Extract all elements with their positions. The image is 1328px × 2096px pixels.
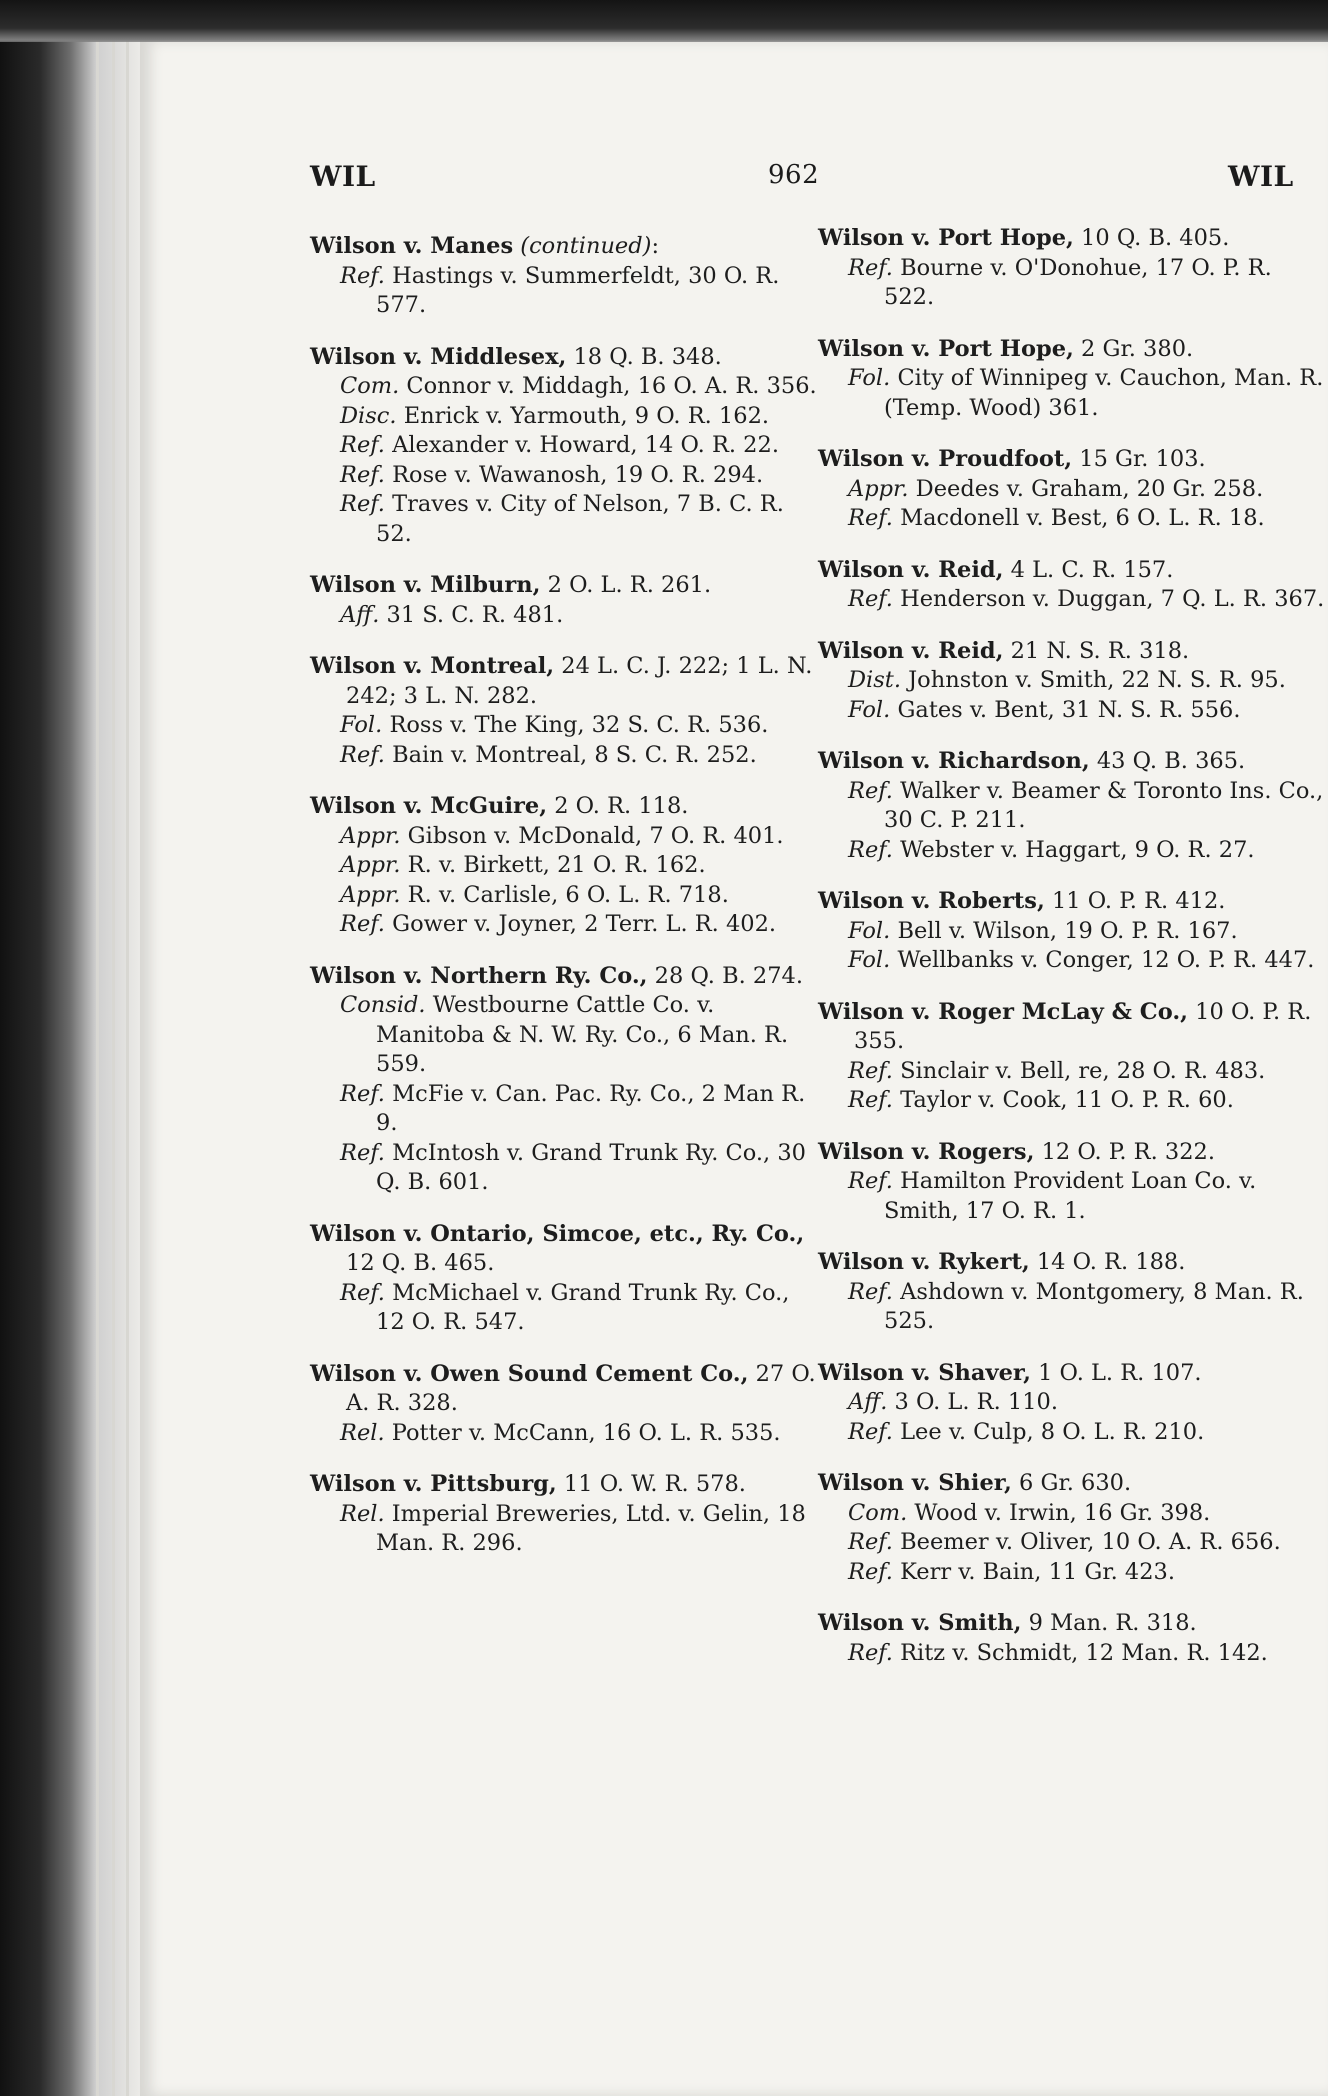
case-citation: 6 Gr. 630. [1019,1470,1132,1496]
treatment-signal: Disc. [340,402,397,429]
citing-reference [818,1499,1328,1529]
page-number: 962 [768,160,820,190]
case-title: Wilson v. Rykert, [818,1249,1030,1275]
citing-reference [310,1080,820,1139]
case-title: Wilson v. Manes [310,233,514,259]
citing-case: Taylor v. Cook, 11 O. P. R. 60. [900,1087,1234,1113]
citing-reference [818,696,1328,726]
citing-reference [310,991,820,1080]
treatment-signal: Ref. [848,1558,893,1585]
case-entry [818,1359,1328,1448]
citing-reference [310,881,820,911]
treatment-signal: Ref. [848,586,893,612]
case-citation: 4 L. C. R. 157. [1010,556,1174,583]
treatment-signal: Ref. [340,461,385,488]
treatment-signal: Dist. [848,667,901,693]
citing-case: Wood v. Irwin, 16 Gr. 398. [914,1499,1211,1526]
citing-reference [818,666,1328,696]
citing-case: Imperial Breweries, Ltd. v. Gelin, 18 Man. R. 296. [376,1500,806,1556]
citing-case: Beemer v. Oliver, 10 O. A. R. 656. [900,1529,1281,1555]
case-title: Wilson v. Montreal, [310,653,555,679]
citing-case: Potter v. McCann, 16 O. L. R. 535. [391,1419,781,1446]
case-entry [818,887,1328,976]
treatment-signal: Appr. [848,475,909,502]
treatment-signal: Ref. [848,1087,893,1113]
citing-case: Deedes v. Graham, 20 Gr. 258. [915,475,1264,502]
citing-reference [310,402,820,432]
case-heading [310,962,820,992]
treatment-signal: Consid. [340,992,426,1018]
case-citation: 14 O. R. 188. [1036,1249,1186,1275]
citing-case: McFie v. Can. Pac. Ry. Co., 2 Man R. 9. [376,1080,806,1136]
case-title: Wilson v. Smith, [818,1610,1022,1636]
case-title: Wilson v. Rogers, [818,1138,1035,1165]
case-entry [310,652,820,770]
treatment-signal: Ref. [848,254,893,281]
case-heading [310,343,820,373]
citing-case: City of Winnipeg v. Cauchon, Man. R. (Temp. Wood) 361. [884,365,1324,421]
treatment-signal: Fol. [848,696,891,723]
citing-reference [818,475,1328,505]
citing-case: 3 O. L. R. 110. [894,1389,1058,1415]
running-head-left: WIL [310,160,376,193]
case-citation: 43 Q. B. 365. [1096,748,1246,774]
citing-reference [310,741,820,771]
case-entry [310,1470,820,1559]
case-heading [310,792,820,822]
case-citation: 10 O. P. R. 355. [854,998,1312,1054]
case-entry [818,1469,1328,1587]
citing-case: Sinclair v. Bell, re, 28 O. R. 483. [900,1057,1266,1084]
citing-case: Bain v. Montreal, 8 S. C. R. 252. [392,741,757,768]
citing-case: Traves v. City of Nelson, 7 B. C. R. 52. [376,491,784,547]
case-title: Wilson v. Middlesex, [310,343,567,370]
citing-case: Kerr v. Bain, 11 Gr. 423. [900,1558,1176,1585]
case-entry [310,343,820,550]
citing-reference [818,254,1328,313]
case-title: Wilson v. McGuire, [310,793,548,819]
citing-reference [818,1388,1328,1418]
citing-reference [818,364,1328,423]
case-citation: 2 Gr. 380. [1081,335,1194,362]
treatment-signal: Ref. [340,1139,385,1166]
case-citation: 11 O. W. R. 578. [563,1471,746,1497]
treatment-signal: Ref. [340,491,385,517]
treatment-signal: Rel. [340,1500,385,1527]
citing-reference [818,1278,1328,1337]
treatment-signal: Ref. [340,911,385,937]
treatment-signal: Ref. [848,1057,893,1084]
citing-case: Hamilton Provident Loan Co. v. Smith, 17 O. R. 1. [884,1168,1257,1224]
citing-reference [310,1500,820,1559]
case-citation: 12 Q. B. 465. [346,1250,495,1276]
citing-reference [818,1528,1328,1558]
citing-case: McMichael v. Grand Trunk Ry. Co., 12 O. R. 547. [376,1279,790,1335]
citing-reference [818,1418,1328,1448]
citing-case: Enrick v. Yarmouth, 9 O. R. 162. [403,402,770,429]
treatment-signal: Ref. [340,262,385,289]
case-title: Wilson v. Roberts, [818,888,1045,914]
case-citation: 24 L. C. J. 222; 1 L. N. 242; 3 L. N. 282. [346,653,813,709]
citing-reference [310,262,820,321]
treatment-signal: Rel. [340,1419,385,1446]
case-heading [818,1359,1328,1389]
left-column [310,232,820,1581]
citing-case: Hastings v. Summerfeldt, 30 O. R. 577. [376,262,780,318]
citing-case: 31 S. C. R. 481. [386,601,564,628]
case-citation: 18 Q. B. 348. [573,343,722,370]
case-entry [310,571,820,630]
case-title: Wilson v. Shaver, [818,1359,1031,1386]
case-title: Wilson v. Ontario, Simcoe, etc., Ry. Co., [310,1220,805,1247]
citing-reference [310,1139,820,1198]
case-title: Wilson v. Pittsburg, [310,1471,557,1497]
case-entry [818,747,1328,865]
citing-reference [310,711,820,741]
case-heading [310,652,820,711]
case-heading [818,1248,1328,1278]
citing-case: Rose v. Wawanosh, 19 O. R. 294. [392,461,764,488]
treatment-signal: Fol. [848,917,891,944]
case-entry [818,445,1328,534]
citing-case: R. v. Birkett, 21 O. R. 162. [407,852,706,878]
case-heading [818,747,1328,777]
citing-reference [310,910,820,940]
case-entry [310,962,820,1198]
treatment-signal: Ref. [340,741,385,768]
case-heading [310,1220,820,1279]
citing-case: Wellbanks v. Conger, 12 O. P. R. 447. [897,947,1315,973]
case-title: Wilson v. Northern Ry. Co., [310,962,648,989]
case-entry [310,1220,820,1338]
case-title: Wilson v. Port Hope, [818,335,1074,362]
treatment-signal: Ref. [340,1080,385,1107]
citing-case: Walker v. Beamer & Toronto Ins. Co., 30 C. P. 211. [884,777,1324,833]
treatment-signal: Fol. [848,947,891,973]
citing-reference [310,851,820,881]
case-citation: 9 Man. R. 318. [1028,1610,1197,1636]
citing-case: Bell v. Wilson, 19 O. P. R. 167. [897,917,1238,944]
case-citation: 2 O. L. R. 261. [547,572,712,598]
citing-case: McIntosh v. Grand Trunk Ry. Co., 30 Q. B. 601. [376,1139,806,1195]
treatment-signal: Ref. [848,1278,893,1305]
citing-case: R. v. Carlisle, 6 O. L. R. 718. [407,881,729,908]
case-title: Wilson v. Reid, [818,556,1004,583]
case-entry [310,232,820,321]
case-title: Wilson v. Port Hope, [818,225,1074,251]
citing-case: Macdonell v. Best, 6 O. L. R. 18. [900,505,1265,531]
case-citation: 1 O. L. R. 107. [1038,1359,1202,1386]
citing-reference [310,1419,820,1449]
case-heading [310,1470,820,1500]
treatment-signal: Ref. [848,505,893,531]
citing-case: Ross v. The King, 32 S. C. R. 536. [389,712,769,738]
citing-reference [818,1558,1328,1588]
citing-reference [818,1057,1328,1087]
case-citation: 21 N. S. R. 318. [1010,637,1190,664]
case-heading [818,224,1328,254]
case-citation: 28 Q. B. 274. [654,962,804,989]
citing-case: Henderson v. Duggan, 7 Q. L. R. 367. [900,586,1325,612]
citing-reference [818,836,1328,866]
case-entry [310,1360,820,1449]
case-entry [818,1138,1328,1227]
case-heading [310,232,820,262]
case-heading [818,556,1328,586]
treatment-signal: Appr. [340,852,401,878]
case-title: Wilson v. Roger McLay & Co., [818,998,1188,1025]
citing-reference [310,822,820,852]
citing-reference [818,1167,1328,1226]
case-title: Wilson v. Richardson, [818,748,1090,774]
case-heading [310,1360,820,1419]
citing-reference [818,1639,1328,1669]
case-citation: 10 Q. B. 405. [1081,225,1230,251]
citing-reference [310,601,820,631]
case-title: Wilson v. Reid, [818,637,1004,664]
treatment-signal: Ref. [848,777,893,804]
treatment-signal: Ref. [848,1418,893,1445]
treatment-signal: Ref. [340,1279,385,1306]
case-heading [818,445,1328,475]
citing-case: Bourne v. O'Donohue, 17 O. P. R. 522. [884,254,1272,310]
page-edge-line [96,40,99,2096]
citing-case: Lee v. Culp, 8 O. L. R. 210. [900,1418,1205,1445]
case-heading [818,1138,1328,1168]
citing-reference [310,1279,820,1338]
case-title: Wilson v. Proudfoot, [818,446,1073,472]
citing-case: Ashdown v. Montgomery, 8 Man. R. 525. [884,1278,1304,1334]
citing-case: Ritz v. Schmidt, 12 Man. R. 142. [900,1639,1268,1666]
treatment-signal: Ref. [848,836,893,863]
case-citation: 2 O. R. 118. [554,793,689,819]
citing-reference [310,461,820,491]
treatment-signal: Com. [340,373,400,399]
case-title: Wilson v. Owen Sound Cement Co., [310,1360,749,1387]
case-entry [310,792,820,940]
treatment-signal: Ref. [848,1639,893,1666]
case-title: Wilson v. Shier, [818,1470,1012,1496]
heading-colon: : [651,233,660,259]
case-heading [310,571,820,601]
case-entry [818,224,1328,313]
treatment-signal: Aff. [848,1389,888,1415]
case-heading [818,1469,1328,1499]
citing-reference [818,946,1328,976]
citing-reference [818,777,1328,836]
running-head-right: WIL [1228,160,1294,193]
treatment-signal: Ref. [848,1168,893,1194]
treatment-signal: Ref. [340,432,385,458]
citing-reference [818,504,1328,534]
case-heading [818,998,1328,1057]
case-heading [818,1609,1328,1639]
citing-case: Westbourne Cattle Co. v. Manitoba & N. W. Ry. Co., 6 Man. R. 559. [376,992,789,1077]
top-shadow [0,0,1328,42]
case-heading [818,335,1328,365]
citing-reference [818,1086,1328,1116]
case-entry [818,556,1328,615]
case-citation: 27 O. A. R. 328. [346,1360,816,1416]
citing-reference [310,431,820,461]
treatment-signal: Ref. [848,1529,893,1555]
citing-case: Gates v. Bent, 31 N. S. R. 556. [897,696,1241,723]
case-heading [818,637,1328,667]
case-entry [818,637,1328,726]
treatment-signal: Com. [848,1499,908,1526]
treatment-signal: Aff. [340,601,380,628]
case-title: Wilson v. Milburn, [310,572,541,598]
case-entry [818,335,1328,424]
citing-case: Johnston v. Smith, 22 N. S. R. 95. [908,667,1286,693]
case-citation: 12 O. P. R. 322. [1041,1138,1216,1165]
case-entry [818,1248,1328,1337]
case-entry [818,1609,1328,1668]
case-entry [818,998,1328,1116]
page-edge-line [126,40,129,2096]
case-heading [818,887,1328,917]
citing-case: Connor v. Middagh, 16 O. A. R. 356. [406,373,817,399]
citing-reference [818,917,1328,947]
case-citation: 15 Gr. 103. [1079,446,1206,472]
right-column [818,224,1328,1690]
continued-note: (continued) [520,233,652,259]
treatment-signal: Fol. [340,712,383,738]
case-citation: 11 O. P. R. 412. [1051,888,1226,914]
citing-case: Webster v. Haggart, 9 O. R. 27. [900,836,1255,863]
citing-reference [310,490,820,549]
citing-case: Alexander v. Howard, 14 O. R. 22. [392,432,779,458]
treatment-signal: Appr. [340,822,401,849]
citing-case: Gibson v. McDonald, 7 O. R. 401. [407,822,784,849]
page-edge-line [112,40,115,2096]
citing-reference [310,372,820,402]
citing-case: Gower v. Joyner, 2 Terr. L. R. 402. [392,911,777,937]
treatment-signal: Fol. [848,365,891,391]
treatment-signal: Appr. [340,881,401,908]
citing-reference [818,585,1328,615]
